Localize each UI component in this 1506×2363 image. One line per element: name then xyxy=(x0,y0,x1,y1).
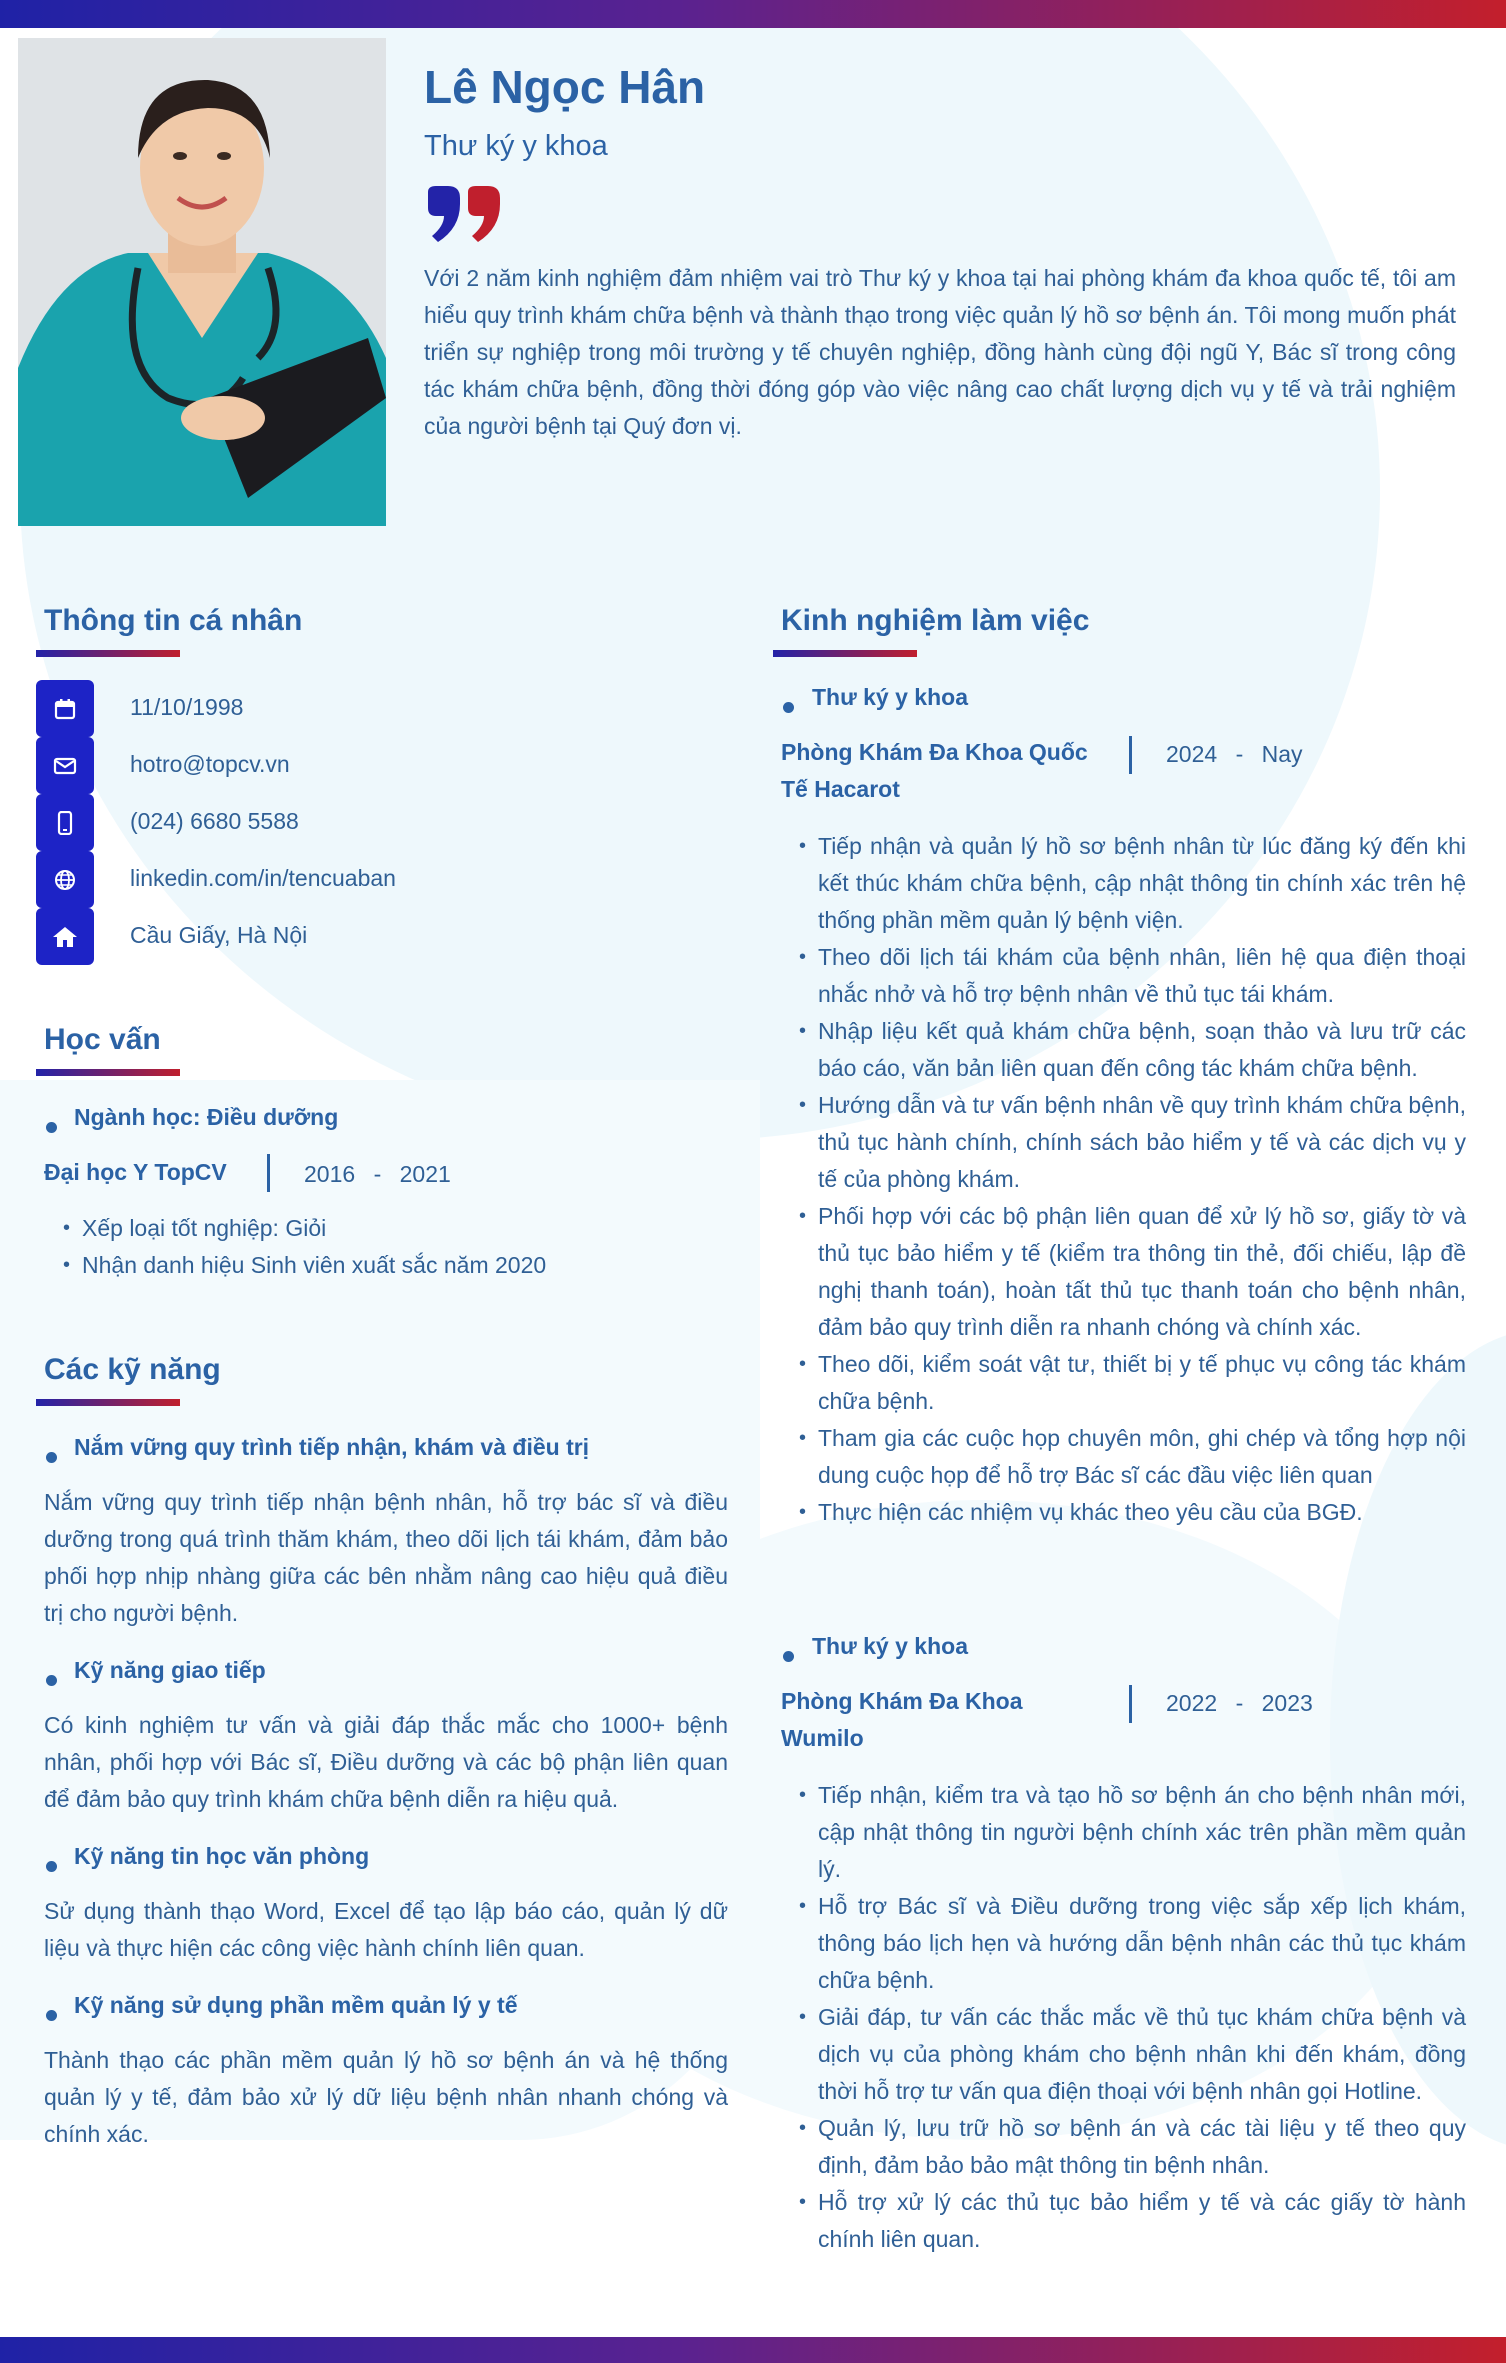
calendar-icon xyxy=(36,680,94,737)
phone-icon xyxy=(36,794,94,851)
info-row-address xyxy=(36,908,636,965)
email-text[interactable]: hotro@topcv.vn xyxy=(130,751,290,777)
home-icon xyxy=(36,908,94,965)
list-item: • Tham gia các cuộc họp chuyên môn, ghi chép và tổng hợp nội dung cuộc họp để hỗ trợ Bác sĩ các đầu việc liên quan xyxy=(796,1420,1466,1494)
date-divider xyxy=(1129,1685,1132,1723)
email-icon xyxy=(36,737,94,794)
skill-name: Kỹ năng tin học văn phòng xyxy=(74,1843,370,1869)
job-company: Phòng Khám Đa Khoa Quốc Tế Hacarot xyxy=(781,739,1088,802)
job-dates xyxy=(1166,741,1303,768)
date-separator: - xyxy=(373,1161,382,1187)
list-item: • Theo dõi, kiểm soát vật tư, thiết bị y tế phục vụ công tác khám chữa bệnh. xyxy=(796,1346,1466,1420)
bullet-dot xyxy=(783,1651,794,1662)
job-company: Phòng Khám Đa Khoa Wumilo xyxy=(781,1688,1023,1751)
globe-icon xyxy=(36,851,94,908)
bullet-dot xyxy=(46,1122,57,1133)
date-separator: - xyxy=(1235,1690,1244,1716)
bullet-dot xyxy=(46,2010,57,2021)
skill-name: Kỹ năng sử dụng phần mềm quản lý y tế xyxy=(74,1992,518,2018)
section-title-personal: Thông tin cá nhân xyxy=(44,604,303,637)
skill-name: Kỹ năng giao tiếp xyxy=(74,1657,266,1683)
candidate-name: Lê Ngọc Hân xyxy=(424,61,706,113)
list-item: • Phối hợp với các bộ phận liên quan để xử lý hồ sơ, giấy tờ và thủ tục bảo hiểm y tế (kiểm tra thông tin thẻ, đối chiếu, lập đề nghị thanh toán), hoàn tất thủ tục thanh toán cho bệnh nhân, đảm bảo quy trình diễn ra nhanh chóng và chính xác. xyxy=(796,1198,1466,1346)
list-item: • Xếp loại tốt nghiệp: Giỏi xyxy=(60,1210,700,1247)
list-item: • Hướng dẫn và tư vấn bệnh nhân về quy trình khám chữa bệnh, thủ tục hành chính, chính sách bảo hiểm y tế và các dịch vụ y tế của phòng khám. xyxy=(796,1087,1466,1198)
profile-photo xyxy=(18,38,386,526)
bullet-dot xyxy=(46,1861,57,1872)
education-end: 2021 xyxy=(399,1161,451,1187)
phone-text: (024) 6680 5588 xyxy=(130,808,299,834)
education-major: Ngành học: Điều dưỡng xyxy=(74,1104,339,1130)
list-item: • Nhập liệu kết quả khám chữa bệnh, soạn thảo và lưu trữ các báo cáo, văn bản liên quan đến công tác khám chữa bệnh. xyxy=(796,1013,1466,1087)
info-row-website xyxy=(36,851,636,908)
list-item: • Tiếp nhận và quản lý hồ sơ bệnh nhân từ lúc đăng ký đến khi kết thúc khám chữa bệnh, cập nhật thông tin chính xác trên hệ thống phần mềm quản lý bệnh viện. xyxy=(796,828,1466,939)
list-item: • Hỗ trợ xử lý các thủ tục bảo hiểm y tế và các giấy tờ hành chính liên quan. xyxy=(796,2184,1466,2258)
job-responsibilities xyxy=(796,1777,1466,2258)
education-achievements xyxy=(60,1210,700,1284)
education-start: 2016 xyxy=(304,1161,356,1187)
job-responsibilities xyxy=(796,828,1466,1531)
list-item: • Theo dõi lịch tái khám của bệnh nhân, liên hệ qua điện thoại nhắc nhở và hỗ trợ bệnh nhân về thủ tục tái khám. xyxy=(796,939,1466,1013)
section-underline xyxy=(773,650,917,657)
website-text[interactable]: linkedin.com/in/tencuaban xyxy=(130,865,396,891)
section-title-skills: Các kỹ năng xyxy=(44,1353,221,1386)
address-text: Cầu Giấy, Hà Nội xyxy=(130,922,308,948)
date-divider xyxy=(1129,736,1132,774)
skill-name: Nắm vững quy trình tiếp nhận, khám và điều trị xyxy=(74,1434,590,1460)
bullet-dot xyxy=(46,1675,57,1686)
education-school: Đại học Y TopCV xyxy=(44,1159,227,1185)
job-start: 2024 xyxy=(1166,741,1218,767)
job-dates xyxy=(1166,1690,1313,1717)
skill-description: Nắm vững quy trình tiếp nhận bệnh nhân, hỗ trợ bác sĩ và điều dưỡng trong quá trình thăm khám, theo dõi lịch tái khám, đảm bảo phối hợp nhịp nhàng giữa các bên nhằm nâng cao hiệu quả điều trị cho người bệnh. xyxy=(44,1489,728,1626)
birthdate-text: 11/10/1998 xyxy=(130,694,244,720)
skill-description: Sử dụng thành thạo Word, Excel để tạo lập báo cáo, quản lý dữ liệu và thực hiện các công việc hành chính liên quan. xyxy=(44,1898,728,1961)
bottom-gradient-bar xyxy=(0,2337,1506,2363)
skill-description: Có kinh nghiệm tư vấn và giải đáp thắc mắc cho 1000+ bệnh nhân, phối hợp với Bác sĩ, Điều dưỡng và các bộ phận liên quan để đảm bảo quy trình khám chữa bệnh diễn ra hiệu quả. xyxy=(44,1712,728,1812)
date-separator: - xyxy=(1235,741,1244,767)
section-title-experience: Kinh nghiệm làm việc xyxy=(781,604,1090,637)
section-underline xyxy=(36,650,180,657)
section-title-education: Học vấn xyxy=(44,1023,161,1056)
quote-icon xyxy=(424,186,504,249)
list-item: • Hỗ trợ Bác sĩ và Điều dưỡng trong việc sắp xếp lịch khám, thông báo lịch hẹn và hướng dẫn bệnh nhân các thủ tục khám chữa bệnh. xyxy=(796,1888,1466,1999)
career-summary: Với 2 năm kinh nghiệm đảm nhiệm vai trò Thư ký y khoa tại hai phòng khám đa khoa quốc tế, tôi am hiểu quy trình khám chữa bệnh và thành thạo trong việc quản lý hồ sơ bệnh án. Tôi mong muốn phát triển sự nghiệp trong môi trường y tế chuyên nghiệp, đồng hành cùng đội ngũ Y, Bác sĩ trong công tác khám chữa bệnh, đồng thời đóng góp vào việc nâng cao chất lượng dịch vụ y tế và trải nghiệm của người bệnh tại Quý đơn vị. xyxy=(424,265,1456,439)
education-dates xyxy=(304,1161,451,1188)
date-divider xyxy=(267,1154,270,1192)
list-item: • Nhận danh hiệu Sinh viên xuất sắc năm 2020 xyxy=(60,1247,700,1284)
job-start: 2022 xyxy=(1166,1690,1218,1716)
list-item: • Thực hiện các nhiệm vụ khác theo yêu cầu của BGĐ. xyxy=(796,1494,1466,1531)
job-end: Nay xyxy=(1261,741,1303,767)
job-position: Thư ký y khoa xyxy=(812,1633,968,1659)
info-row-phone xyxy=(36,794,636,851)
info-row-birthdate xyxy=(36,680,636,737)
list-item: • Quản lý, lưu trữ hồ sơ bệnh án và các tài liệu y tế theo quy định, đảm bảo bảo mật thông tin bệnh nhân. xyxy=(796,2110,1466,2184)
section-underline xyxy=(36,1069,180,1076)
list-item: • Tiếp nhận, kiểm tra và tạo hồ sơ bệnh án cho bệnh nhân mới, cập nhật thông tin người bệnh chính xác trên phần mềm quản lý. xyxy=(796,1777,1466,1888)
section-underline xyxy=(36,1399,180,1406)
candidate-role: Thư ký y khoa xyxy=(424,130,608,162)
bullet-dot xyxy=(783,702,794,713)
bullet-dot xyxy=(46,1452,57,1463)
info-row-email xyxy=(36,737,636,794)
job-end: 2023 xyxy=(1261,1690,1313,1716)
skill-description: Thành thạo các phần mềm quản lý hồ sơ bệnh án và hệ thống quản lý y tế, đảm bảo xử lý dữ liệu bệnh nhân nhanh chóng và chính xác. xyxy=(44,2047,728,2147)
job-position: Thư ký y khoa xyxy=(812,684,968,710)
list-item: • Giải đáp, tư vấn các thắc mắc về thủ tục khám chữa bệnh và dịch vụ của phòng khám cho bệnh nhân khi đến khám, đồng thời hỗ trợ tư vấn qua điện thoại với bệnh nhân gọi Hotline. xyxy=(796,1999,1466,2110)
